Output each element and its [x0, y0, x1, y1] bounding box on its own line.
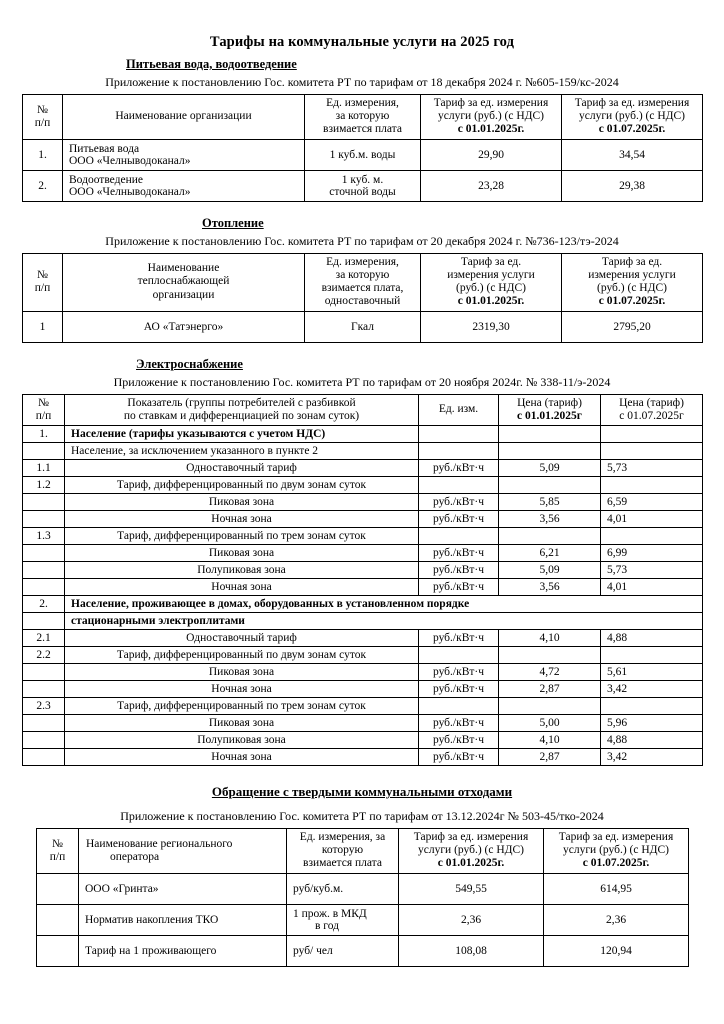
- cell-num: 1.3: [23, 527, 65, 544]
- page-title: Тарифы на коммунальные услуги на 2025 год: [209, 34, 515, 50]
- cell-num: [37, 935, 79, 966]
- cell-unit: руб./кВт·ч: [419, 731, 499, 748]
- cell-indicator: Ночная зона: [65, 680, 419, 697]
- col-header-tariff-jul-l1: Тариф за ед. измерения: [558, 830, 674, 843]
- cell-indicator: Тариф, дифференцированный по двум зонам суток: [65, 476, 419, 493]
- cell-num: [23, 561, 65, 578]
- cell-price-jan: [499, 442, 601, 459]
- cell-unit-l1: 1 куб. м.: [341, 173, 384, 186]
- table-row: [23, 527, 703, 544]
- cell-num: 2.2: [23, 646, 65, 663]
- col-header-tariff-jan-l2: услуги (руб.) (с НДС): [417, 844, 524, 857]
- cell-num: [23, 612, 65, 629]
- col-header-tariff-jan-l2: услуги (руб.) (с НДС): [437, 110, 544, 123]
- cell-price-jan: [499, 527, 601, 544]
- cell-unit-l1: 1 прож. в МКД: [293, 907, 367, 920]
- cell-unit: [419, 442, 499, 459]
- table-tko: [36, 828, 689, 967]
- col-header-name: Наименование регионального оператора: [79, 828, 287, 873]
- col-header-num: № п/п: [37, 828, 79, 873]
- appendix-electricity: Приложение к постановлению Гос. комитета РТ по тарифам от 20 ноября 2024г. № 338-11/э-2024: [113, 374, 611, 389]
- cell-price-jan: 3,56: [499, 578, 601, 595]
- cell-num: [23, 731, 65, 748]
- cell-unit: руб./кВт·ч: [419, 578, 499, 595]
- cell-num: [23, 510, 65, 527]
- col-header-price-jul-l1: Цена (тариф): [619, 396, 684, 409]
- cell-tariff-jul: 614,95: [544, 873, 689, 904]
- cell-indicator: Население (тарифы указываются с учетом НДС): [65, 425, 419, 442]
- cell-num: 2.: [23, 170, 63, 201]
- cell-price-jan: 6,21: [499, 544, 601, 561]
- table-row: [37, 904, 689, 935]
- cell-num: 2.3: [23, 697, 65, 714]
- cell-org-name-l1: Питьевая вода: [69, 142, 140, 155]
- cell-unit-l2: сточной воды: [329, 185, 396, 198]
- col-header-indicator: Показатель (группы потребителей с разбивкой по ставкам и дифференциацией по зонам суток): [65, 394, 419, 425]
- col-header-price-jan: [499, 394, 601, 425]
- cell-price-jul: [601, 442, 703, 459]
- table-row: [23, 748, 703, 765]
- cell-tariff-jul: 120,94: [544, 935, 689, 966]
- cell-price-jan: 4,10: [499, 731, 601, 748]
- table-heating: [22, 253, 703, 343]
- cell-org-name-l1: Водоотведение: [69, 173, 143, 186]
- cell-indicator: Одноставочный тариф: [65, 629, 419, 646]
- appendix-water: Приложение к постановлению Гос. комитета РТ по тарифам от 18 декабря 2024 г. №605-159/кс-2024: [105, 75, 619, 89]
- table-row: [23, 595, 703, 612]
- section-heading-tko: Обращение с твердыми коммунальными отходами: [211, 783, 513, 799]
- section-heading-water: Питьевая вода, водоотведение: [126, 57, 297, 71]
- cell-operator-name: ООО «Гринта»: [79, 873, 287, 904]
- table-row: [23, 493, 703, 510]
- cell-price-jul: 6,99: [601, 544, 703, 561]
- cell-num: [23, 680, 65, 697]
- table-water-wrapper: [22, 94, 702, 202]
- col-header-unit: Ед. измерения, за которую взимается плата, одноставочный: [305, 253, 421, 311]
- col-header-tariff-jul: [544, 828, 689, 873]
- table-row: [23, 476, 703, 493]
- cell-indicator: Пиковая зона: [65, 493, 419, 510]
- cell-unit: руб/ чел: [287, 935, 399, 966]
- cell-unit: руб/куб.м.: [287, 873, 399, 904]
- cell-unit: Гкал: [305, 311, 421, 342]
- cell-org-name: АО «Татэнерго»: [63, 311, 305, 342]
- cell-tariff-jul: 29,38: [562, 170, 703, 201]
- cell-num: [23, 493, 65, 510]
- col-header-tariff-jul-l2: услуги (руб.) (с НДС): [562, 844, 669, 857]
- cell-unit: руб./кВт·ч: [419, 663, 499, 680]
- col-header-tariff-jul: Тариф за ед. измерения услуги (руб.) (с НДС) с 01.07.2025г.: [562, 253, 703, 311]
- cell-unit-l2: в год: [315, 919, 340, 932]
- table-row: [37, 935, 689, 966]
- cell-price-jan: 5,09: [499, 561, 601, 578]
- cell-unit: [419, 476, 499, 493]
- cell-num: 1.: [23, 425, 65, 442]
- cell-tariff-jan: 108,08: [399, 935, 544, 966]
- cell-price-jan: 3,56: [499, 510, 601, 527]
- cell-indicator: Тариф, дифференцированный по трем зонам суток: [65, 527, 419, 544]
- col-header-tariff-jul: [562, 95, 703, 140]
- cell-indicator: Пиковая зона: [65, 714, 419, 731]
- cell-price-jan: 5,85: [499, 493, 601, 510]
- table-row: [23, 544, 703, 561]
- table-heating-wrapper: [22, 253, 702, 343]
- cell-indicator: Одноставочный тариф: [65, 459, 419, 476]
- col-header-unit: Ед. измерения, за которую взимается плата: [287, 828, 399, 873]
- cell-price-jul: [601, 697, 703, 714]
- table-row: [23, 311, 703, 342]
- cell-price-jan: [499, 425, 601, 442]
- table-header-row: [23, 253, 703, 311]
- cell-price-jan: [499, 646, 601, 663]
- table-row: [23, 561, 703, 578]
- col-header-tariff-jan: [399, 828, 544, 873]
- cell-unit: [305, 170, 421, 201]
- cell-price-jul: [601, 527, 703, 544]
- cell-operator-name: Норматив накопления ТКО: [79, 904, 287, 935]
- cell-org-name-l2: ООО «Челныводоканал»: [69, 185, 191, 198]
- cell-price-jan: [499, 476, 601, 493]
- cell-indicator: Тариф, дифференцированный по трем зонам суток: [65, 697, 419, 714]
- cell-indicator: Ночная зона: [65, 510, 419, 527]
- table-row: [23, 714, 703, 731]
- cell-price-jan: 4,10: [499, 629, 601, 646]
- col-header-tariff-jan-l1: Тариф за ед. измерения: [433, 97, 549, 109]
- cell-operator-name: Тариф на 1 проживающего: [79, 935, 287, 966]
- cell-price-jul: 3,42: [601, 680, 703, 697]
- cell-price-jul: 4,01: [601, 510, 703, 527]
- cell-price-jul: 3,42: [601, 748, 703, 765]
- cell-tariff-jul: 2795,20: [562, 311, 703, 342]
- col-header-tariff-jan: [421, 95, 562, 140]
- table-row: [23, 139, 703, 170]
- col-header-tariff-jul-l3: с 01.07.2025г.: [598, 123, 666, 136]
- table-row: [23, 170, 703, 201]
- cell-org-name: [63, 170, 305, 201]
- table-row: [37, 873, 689, 904]
- table-row: [23, 612, 703, 629]
- table-electricity: [22, 394, 703, 766]
- cell-num: 1.2: [23, 476, 65, 493]
- cell-num: [23, 663, 65, 680]
- cell-unit: руб./кВт·ч: [419, 459, 499, 476]
- cell-num: [23, 714, 65, 731]
- table-row: [23, 510, 703, 527]
- cell-tariff-jan: 29,90: [421, 139, 562, 170]
- cell-unit: руб./кВт·ч: [419, 561, 499, 578]
- appendix-heating: Приложение к постановлению Гос. комитета РТ по тарифам от 20 декабря 2024 г. №736-123/тэ-2024: [105, 233, 619, 248]
- cell-unit: руб./кВт·ч: [419, 493, 499, 510]
- cell-price-jul: [601, 476, 703, 493]
- cell-unit: [419, 697, 499, 714]
- cell-price-jan: 5,09: [499, 459, 601, 476]
- cell-unit: руб./кВт·ч: [419, 748, 499, 765]
- cell-org-name-l2: ООО «Челныводоканал»: [69, 154, 191, 167]
- cell-price-jan: 4,72: [499, 663, 601, 680]
- cell-price-jan: 5,00: [499, 714, 601, 731]
- cell-price-jan: 2,87: [499, 748, 601, 765]
- cell-price-jul: 4,88: [601, 731, 703, 748]
- col-header-name: Наименование организации: [63, 95, 305, 140]
- cell-unit: [419, 527, 499, 544]
- col-header-tariff-jan-l1: Тариф за ед. измерения: [413, 830, 529, 843]
- cell-indicator: Ночная зона: [65, 748, 419, 765]
- table-row: [23, 646, 703, 663]
- cell-tariff-jan: 549,55: [399, 873, 544, 904]
- cell-indicator: Пиковая зона: [65, 544, 419, 561]
- cell-price-jan: [499, 697, 601, 714]
- cell-price-jul: [601, 646, 703, 663]
- cell-tariff-jan: 23,28: [421, 170, 562, 201]
- table-row: [23, 425, 703, 442]
- cell-price-jul: 5,96: [601, 714, 703, 731]
- table-header-row: [37, 828, 689, 873]
- cell-unit: руб./кВт·ч: [419, 629, 499, 646]
- cell-num: 2.1: [23, 629, 65, 646]
- cell-tariff-jul: 34,54: [562, 139, 703, 170]
- cell-num: [23, 748, 65, 765]
- cell-indicator: стационарными электроплитами: [65, 612, 703, 629]
- cell-indicator: Полупиковая зона: [65, 731, 419, 748]
- cell-unit: 1 куб.м. воды: [305, 139, 421, 170]
- cell-indicator: Население, проживающее в домах, оборудованных в установленном порядке: [65, 595, 703, 612]
- col-header-tariff-jul-l1: Тариф за ед. измерения: [574, 97, 690, 109]
- col-header-unit: Ед. изм.: [419, 394, 499, 425]
- table-header-row: [23, 394, 703, 425]
- table-header-row: [23, 95, 703, 140]
- table-row: [23, 578, 703, 595]
- cell-tariff-jan: 2,36: [399, 904, 544, 935]
- table-row: [23, 629, 703, 646]
- appendix-tko: Приложение к постановлению Гос. комитета РТ по тарифам от 13.12.2024г № 503-45/тко-2024: [120, 808, 604, 823]
- cell-num: 2.: [23, 595, 65, 612]
- cell-unit: руб./кВт·ч: [419, 714, 499, 731]
- table-row: [23, 442, 703, 459]
- table-row: [23, 680, 703, 697]
- cell-num: [37, 873, 79, 904]
- cell-price-jul: 5,73: [601, 561, 703, 578]
- cell-num: [23, 578, 65, 595]
- table-row: [23, 459, 703, 476]
- cell-unit: [419, 425, 499, 442]
- cell-num: 1.1: [23, 459, 65, 476]
- col-header-tariff-jul-l3: с 01.07.2025г.: [582, 857, 650, 870]
- col-header-price-jul: [601, 394, 703, 425]
- cell-indicator: Пиковая зона: [65, 663, 419, 680]
- cell-price-jul: 6,59: [601, 493, 703, 510]
- cell-price-jan: 2,87: [499, 680, 601, 697]
- cell-unit: руб./кВт·ч: [419, 544, 499, 561]
- table-tko-wrapper: [36, 828, 688, 967]
- cell-price-jul: [601, 425, 703, 442]
- col-header-unit: Ед. измерения, за которую взимается плата: [305, 95, 421, 140]
- col-header-num: № п/п: [23, 95, 63, 140]
- col-header-tariff-jan-l3: с 01.01.2025г.: [437, 857, 505, 870]
- col-header-num: № п/п: [23, 253, 63, 311]
- cell-org-name: [63, 139, 305, 170]
- cell-tariff-jan: 2319,30: [421, 311, 562, 342]
- cell-tariff-jul: 2,36: [544, 904, 689, 935]
- cell-indicator: Полупиковая зона: [65, 561, 419, 578]
- cell-indicator: Население, за исключением указанного в пункте 2: [65, 442, 419, 459]
- table-row: [23, 663, 703, 680]
- col-header-tariff-jan: Тариф за ед. измерения услуги (руб.) (с НДС) с 01.01.2025г.: [421, 253, 562, 311]
- table-row: [23, 697, 703, 714]
- cell-num: 1: [23, 311, 63, 342]
- col-header-price-jan-l1: Цена (тариф): [517, 396, 582, 409]
- cell-unit: руб./кВт·ч: [419, 510, 499, 527]
- table-water: [22, 94, 703, 202]
- cell-num: [23, 442, 65, 459]
- cell-indicator: Тариф, дифференцированный по двум зонам суток: [65, 646, 419, 663]
- cell-indicator: Ночная зона: [65, 578, 419, 595]
- table-electricity-wrapper: [22, 394, 702, 766]
- col-header-tariff-jan-l3: с 01.01.2025г.: [457, 123, 525, 136]
- cell-num: [37, 904, 79, 935]
- col-header-tariff-jul-l2: услуги (руб.) (с НДС): [578, 110, 685, 123]
- col-header-name: Наименование теплоснабжающей организации: [63, 253, 305, 311]
- col-header-price-jul-l2: с 01.07.2025г: [619, 409, 684, 422]
- col-header-price-jan-l2: с 01.01.2025г: [517, 409, 582, 422]
- cell-price-jul: 4,88: [601, 629, 703, 646]
- col-header-num: № п/п: [23, 394, 65, 425]
- cell-num: [23, 544, 65, 561]
- cell-num: 1.: [23, 139, 63, 170]
- section-heading-heating: Отопление: [202, 215, 264, 230]
- section-heading-electricity: Электроснабжение: [136, 356, 243, 371]
- table-row: [23, 731, 703, 748]
- cell-unit: [419, 646, 499, 663]
- cell-price-jul: 4,01: [601, 578, 703, 595]
- cell-price-jul: 5,73: [601, 459, 703, 476]
- cell-unit: [287, 904, 399, 935]
- cell-price-jul: 5,61: [601, 663, 703, 680]
- cell-unit: руб./кВт·ч: [419, 680, 499, 697]
